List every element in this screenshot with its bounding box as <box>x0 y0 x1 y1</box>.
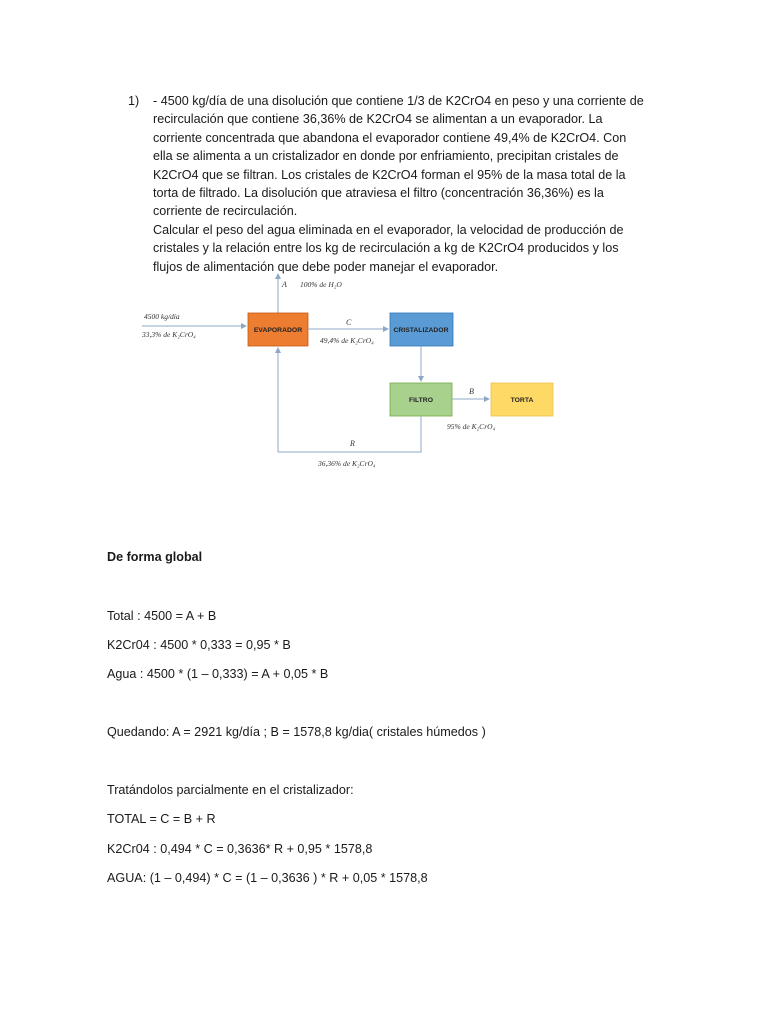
cristalizador-label: CRISTALIZADOR <box>393 327 449 334</box>
stream-c-label: 49,4% de K₂CrO₄ <box>320 336 374 345</box>
filtro-label: FILTRO <box>408 397 434 404</box>
feed-concentration-label: 33,3% de K₂CrO₄ <box>142 330 196 339</box>
feed-flow-label: 4500 kg/día <box>144 312 180 321</box>
stream-r-label: 36,36% de K₂CrO₄ <box>318 459 376 468</box>
stream-b-label: 95% de K₂CrO₄ <box>447 422 496 431</box>
torta-label: TORTA <box>510 397 534 404</box>
equation-total: Total : 4500 = A + B <box>107 609 217 623</box>
stream-c-letter: C <box>346 318 352 327</box>
stream-a-label: 100% de H₂O <box>300 280 342 289</box>
global-heading: De forma global <box>107 550 203 564</box>
problem-paragraph-2: Calcular el peso del agua eliminada en el evaporador, la velocidad de producción de cristales y la relación entre los kg de recirculación a kg de K2CrO4 producidos y los flujos de alimentación que debe poder manejar el evaporador. <box>153 222 624 274</box>
problem-paragraph-1: - 4500 kg/día de una disolución que contiene 1/3 de K2CrO4 en peso y una corriente de recirculación que contiene 36,36% de K2CrO4 se alimentan a un evaporador. La corriente concentrada que abandona el evaporador contiene 49,4% de K2CrO4. Con ella se alimenta a un cristalizador en donde por enfriamiento, precipitan cristales de K2CrO4 que se filtran. Los cristales de K2CrO4 forman el 95% de la masa total de la torta de filtrado. La disolución que atraviesa el filtro (concentración 36,36%) es la corriente de recirculación. <box>153 94 644 219</box>
equation2-agua: AGUA: (1 – 0,494) * C = (1 – 0,3636 ) * R + 0,05 * 1578,8 <box>107 871 428 885</box>
problem-statement <box>128 92 648 276</box>
equation2-total: TOTAL = C = B + R <box>107 812 216 826</box>
problem-number: 1) <box>128 94 140 108</box>
equation-k2cro4: K2Cr04 : 4500 * 0,333 = 0,95 * B <box>107 638 291 652</box>
stream-r-letter: R <box>350 439 355 448</box>
process-diagram <box>120 268 570 468</box>
equation2-k2cro4: K2Cr04 : 0,494 * C = 0,3636* R + 0,95 * 1578,8 <box>107 842 373 856</box>
stream-a-letter: A <box>282 280 287 289</box>
stream-b-letter: B <box>469 387 474 396</box>
equation-agua: Agua : 4500 * (1 – 0,333) = A + 0,05 * B <box>107 667 329 681</box>
global-result: Quedando: A = 2921 kg/día ; B = 1578,8 kg/dia( cristales húmedos ) <box>107 725 486 739</box>
evaporador-label: EVAPORADOR <box>253 327 303 334</box>
partial-heading: Tratándolos parcialmente en el cristalizador: <box>107 783 354 797</box>
